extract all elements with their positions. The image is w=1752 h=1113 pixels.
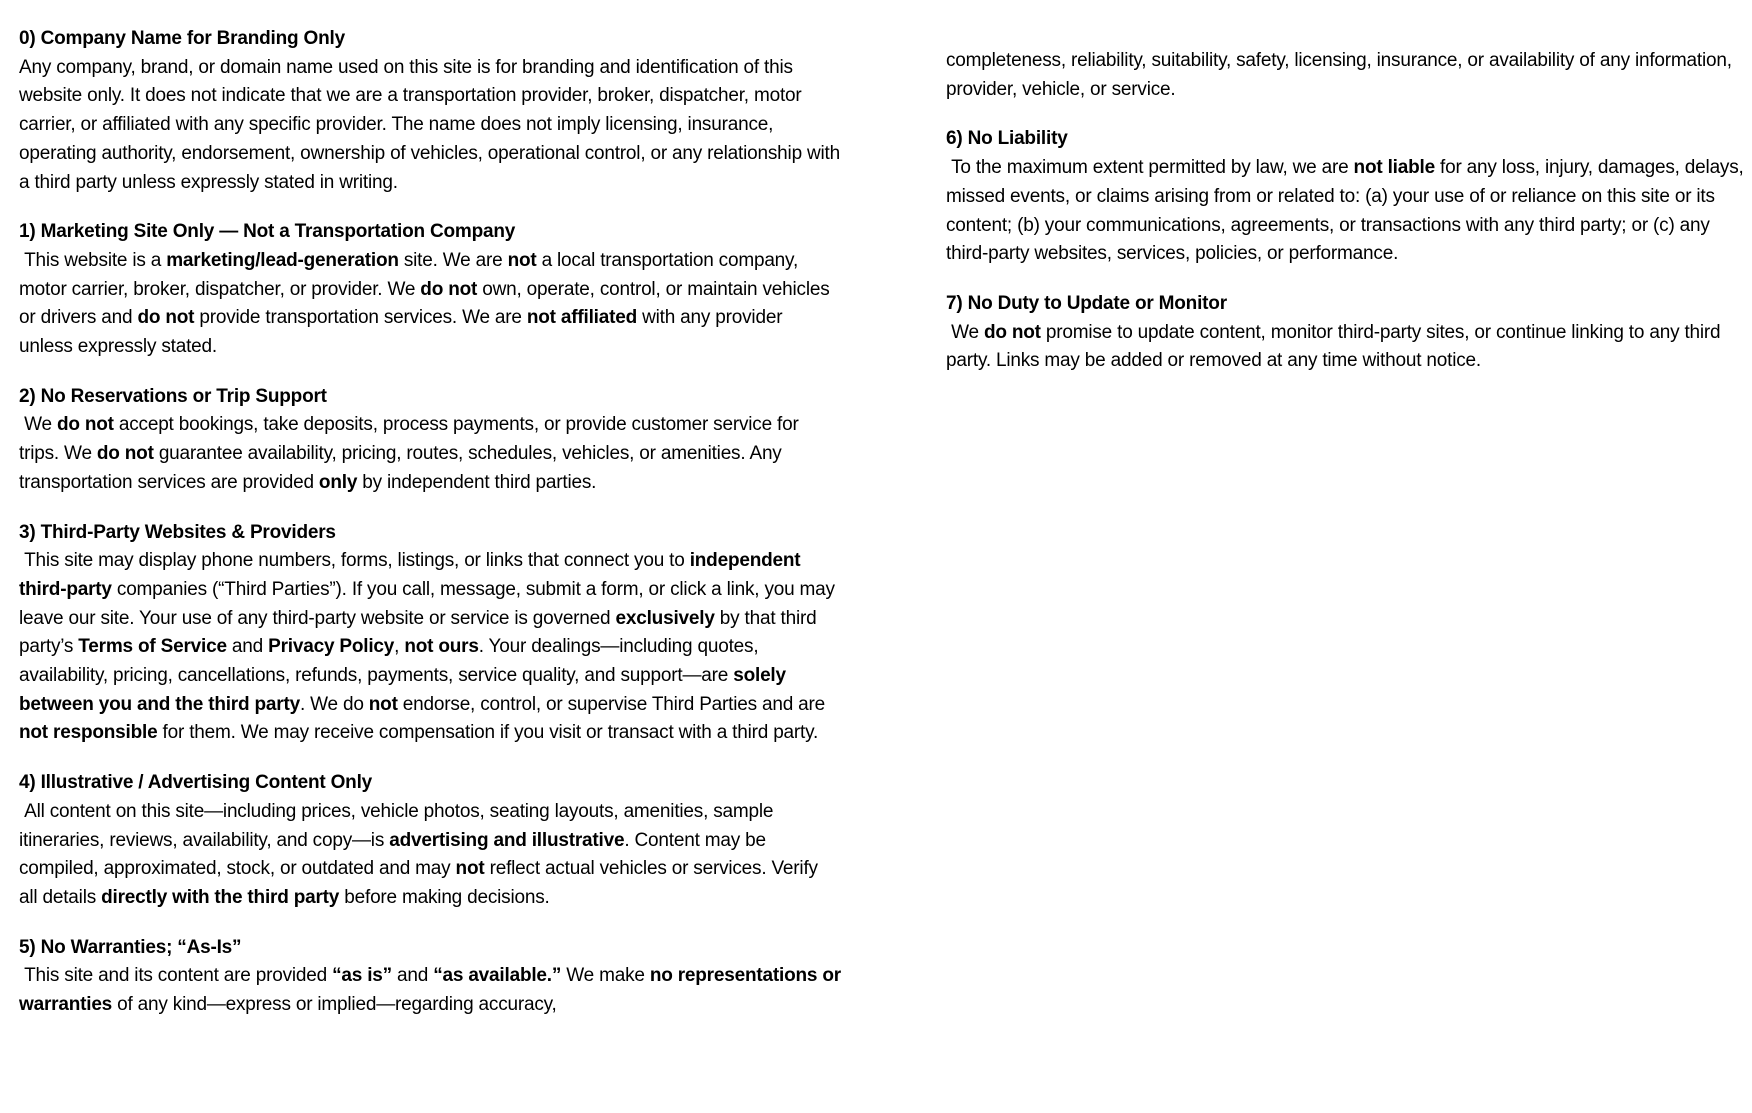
- section-heading: 0) Company Name for Branding Only: [19, 28, 345, 49]
- text-run: promise to update content, monitor third-party sites, or continue linking to any third party. Links may be added or removed at any time without notice.: [946, 321, 1726, 372]
- text-run: completeness, reliability, suitability, safety, licensing, insurance, or availability of any information, provider, vehicle, or service.: [946, 50, 1737, 100]
- bold-text-run: not: [455, 858, 485, 880]
- text-run: This site and its content are provided: [19, 965, 333, 987]
- bold-text-run: do not: [137, 307, 195, 329]
- section-paragraph: [19, 798, 841, 913]
- bold-text-run: do not: [983, 321, 1041, 343]
- section: [19, 25, 846, 197]
- section-paragraph: [19, 962, 847, 1019]
- text-run: site. We are: [398, 249, 508, 271]
- text-run: ,: [394, 636, 405, 658]
- bold-text-run: Terms of Service: [78, 636, 227, 658]
- text-run: for any loss, injury, damages, delays, missed events, or claims arising from or related to: (a) your use of or reliance on this site or its content; (b) your communications, agreements, or transactions with any third party; or (c) any third-party websites, services, policies, or performance.: [946, 157, 1749, 265]
- bold-text-run: no representations or warranties: [19, 965, 847, 1016]
- bold-text-run: advertising and illustrative: [389, 829, 625, 851]
- text-run: This website is a: [19, 249, 167, 271]
- text-run: We: [946, 321, 984, 343]
- bold-text-run: not responsible: [19, 722, 158, 744]
- bold-text-run: exclusively: [615, 607, 715, 629]
- text-run: companies (“Third Parties”). If you call, message, submit a form, or click a link, you may leave our site. Your use of any third-party website or service is governed: [19, 578, 840, 629]
- text-run: before making decisions.: [339, 886, 550, 908]
- bold-text-run: marketing/lead-generation: [166, 249, 399, 271]
- bold-text-run: “as is”: [332, 965, 392, 987]
- text-run: guarantee availability, pricing, routes, schedules, vehicles, or amenities. Any transportation services are provided: [19, 443, 787, 493]
- bold-text-run: do not: [420, 278, 478, 300]
- section: [946, 290, 1746, 376]
- text-run: All content on this site—including prices, vehicle photos, seating layouts, amenities, sample itineraries, reviews, availability, and copy—is: [19, 800, 779, 851]
- section-heading: 2) No Reservations or Trip Support: [19, 385, 327, 407]
- text-run: To the maximum extent permitted by law, we are: [946, 157, 1354, 179]
- bold-text-run: not ours: [404, 636, 479, 658]
- text-run: of any kind—express or implied—regarding accuracy,: [112, 994, 557, 1016]
- bold-text-run: independent third-party: [19, 550, 806, 600]
- text-run: and: [226, 636, 269, 658]
- bold-text-run: only: [318, 471, 358, 493]
- section-heading: 7) No Duty to Update or Monitor: [946, 292, 1227, 314]
- bold-text-run: directly with the third party: [101, 886, 340, 908]
- text-run: accept bookings, take deposits, process payments, or provide customer service for trips. We: [19, 414, 804, 465]
- bold-text-run: do not: [96, 443, 154, 465]
- section: [19, 218, 841, 362]
- column-left: [19, 25, 847, 1041]
- text-run: endorse, control, or supervise Third Parties and are: [397, 693, 831, 715]
- bold-text-run: solely between you and the third party: [19, 665, 791, 715]
- section-heading: 5) No Warranties; “As-Is”: [19, 936, 242, 958]
- bold-text-run: Privacy Policy: [268, 636, 395, 658]
- text-run: We make: [561, 965, 650, 987]
- text-run: with any provider unless expressly stated.: [19, 307, 788, 358]
- section-heading: 4) Illustrative / Advertising Content Only: [19, 772, 373, 794]
- section-paragraph: [946, 319, 1746, 376]
- column-right: [946, 47, 1749, 397]
- text-run: Any company, brand, or domain name used on this site is for branding and identification of this website only. It does not indicate that we are a transportation provider, broker, dispatcher, motor carrier, or affiliated with any specific provider. The name does not imply licensing, insurance, operating authority, endorsement, ownership of vehicles, operational control, or any relationship with a third party unless expressly stated in writing.: [19, 56, 846, 193]
- bold-text-run: not: [368, 693, 398, 715]
- bold-text-run: not liable: [1353, 157, 1435, 179]
- section-heading: 3) Third-Party Websites & Providers: [19, 521, 336, 543]
- text-run: for them. We may receive compensation if you visit or transact with a third party.: [157, 722, 819, 744]
- text-run: by independent third parties.: [357, 471, 597, 493]
- section-paragraph: [19, 54, 846, 198]
- text-run: provide transportation services. We are: [194, 307, 527, 329]
- section-paragraph: [946, 47, 1746, 104]
- text-run: We: [19, 414, 57, 436]
- text-run: own, operate, control, or maintain vehicles or drivers and: [19, 278, 835, 329]
- bold-text-run: not: [507, 249, 537, 271]
- section-paragraph: [946, 154, 1749, 269]
- bold-text-run: “as available.”: [433, 965, 562, 987]
- section-paragraph: [19, 411, 841, 497]
- bold-text-run: do not: [56, 414, 114, 436]
- text-run: This site may display phone numbers, forms, listings, or links that connect you to: [19, 550, 690, 572]
- section: [946, 125, 1749, 269]
- text-run: by that third party’s: [19, 607, 822, 658]
- section: [19, 769, 841, 913]
- section: [19, 934, 847, 1020]
- section-paragraph: [19, 547, 841, 748]
- section-paragraph: [19, 247, 841, 362]
- text-run: reflect actual vehicles or services. Verify all details: [19, 858, 823, 908]
- text-run: . Your dealings—including quotes, availability, pricing, cancellations, refunds, payments, service quality, and support—are: [19, 636, 764, 687]
- text-run: . Content may be compiled, approximated, stock, or outdated and may: [19, 829, 771, 880]
- section: [946, 47, 1746, 104]
- text-run: and: [391, 965, 434, 987]
- text-run: . We do: [299, 693, 369, 715]
- section-heading: 6) No Liability: [946, 128, 1068, 150]
- bold-text-run: not affiliated: [526, 307, 638, 329]
- section: [19, 383, 841, 498]
- section-heading: 1) Marketing Site Only — Not a Transportation Company: [19, 221, 516, 243]
- text-run: a local transportation company, motor carrier, broker, dispatcher, or provider. We: [19, 249, 804, 300]
- section: [19, 519, 841, 749]
